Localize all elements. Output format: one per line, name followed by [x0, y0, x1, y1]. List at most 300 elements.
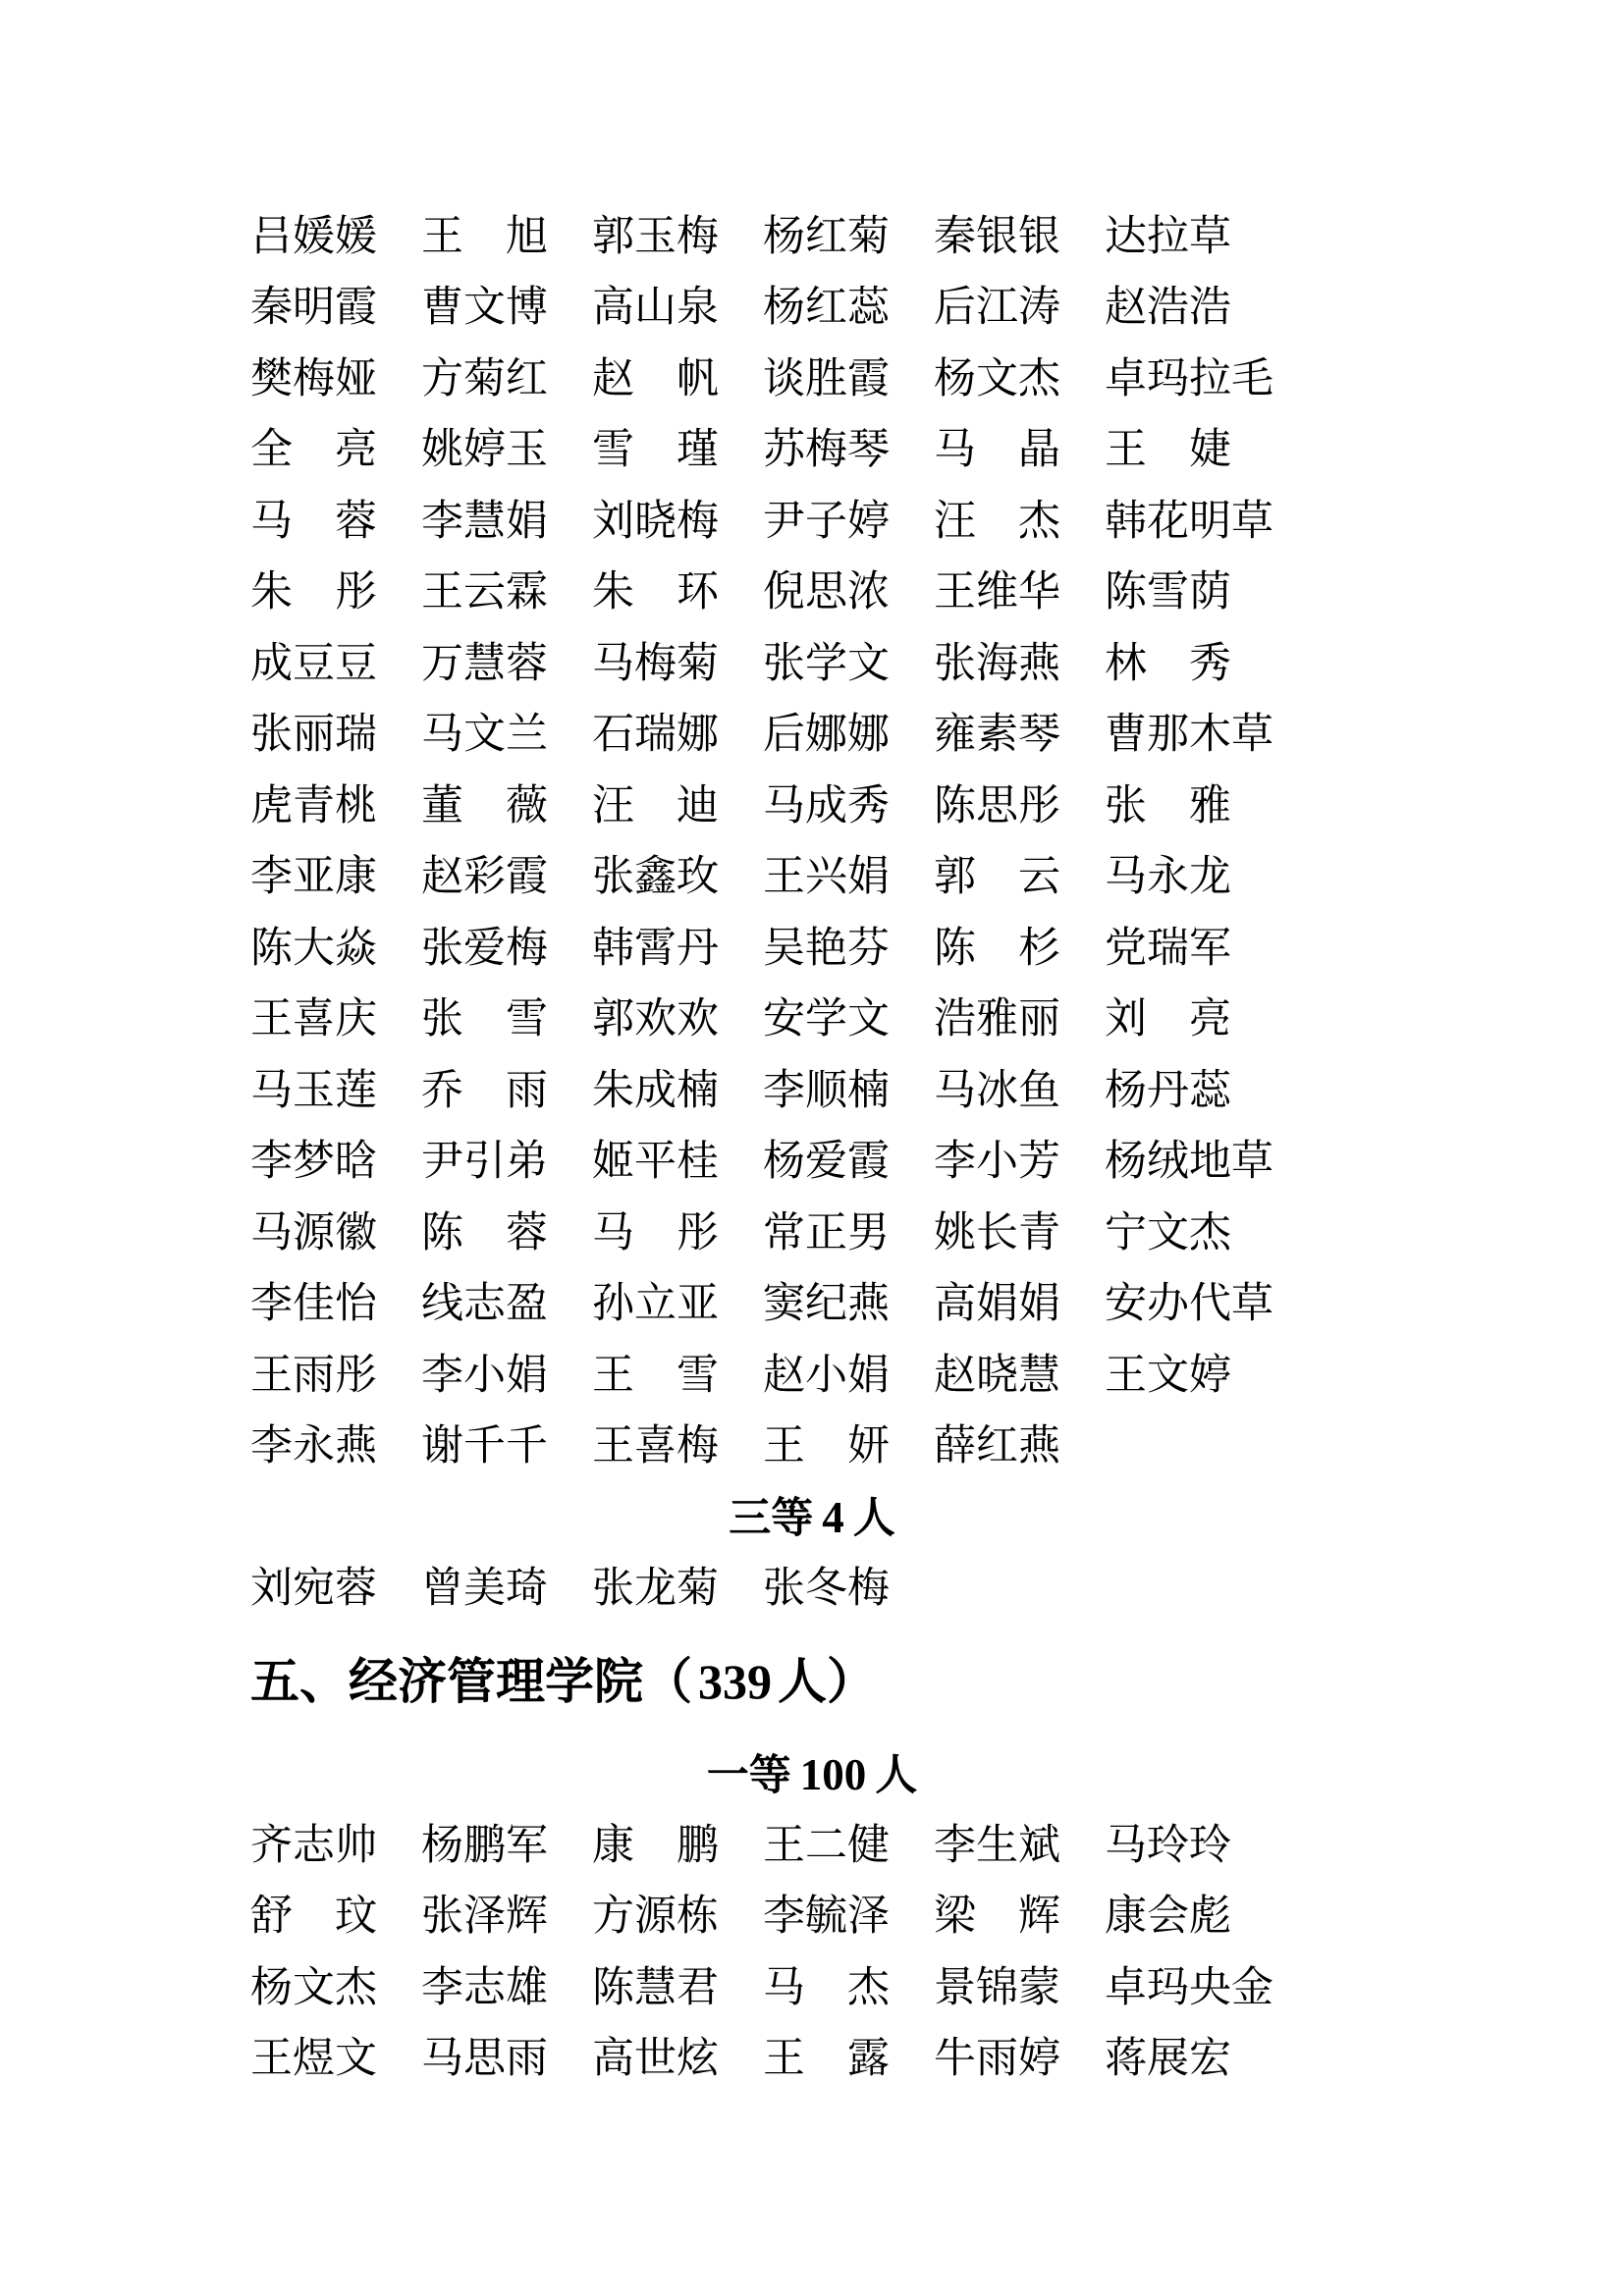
- person-name: 高世炫: [592, 2036, 719, 2083]
- name-cell: [934, 782, 1105, 829]
- person-name: 马 彤: [592, 1209, 719, 1256]
- person-name: 姬平桂: [592, 1139, 719, 1186]
- person-name: 张龙菊: [592, 1566, 719, 1613]
- person-name: 高娟娟: [934, 1281, 1060, 1328]
- person-name: 杨鹏军: [421, 1822, 548, 1869]
- section-heading: [250, 1646, 1374, 1718]
- person-name: 苏梅琴: [763, 427, 890, 474]
- name-cell: [592, 782, 763, 829]
- person-name: 石瑞娜: [592, 712, 719, 759]
- person-name: 李志雄: [421, 1964, 548, 2011]
- person-name: 党瑞军: [1105, 925, 1231, 972]
- content-area: [250, 201, 1374, 2095]
- person-name: 张 雪: [421, 996, 548, 1043]
- name-cell: [763, 1209, 934, 1256]
- person-name: 康会彪: [1105, 1894, 1231, 1941]
- name-cell: [250, 1894, 421, 1941]
- person-name: 赵晓慧: [934, 1352, 1060, 1399]
- name-cell: [1105, 2036, 1275, 2083]
- name-row: [250, 273, 1374, 345]
- second-grade-name-list: [250, 201, 1374, 1482]
- name-row: [250, 486, 1374, 558]
- name-cell: [592, 571, 763, 614]
- name-cell: [934, 1964, 1105, 2011]
- person-name: 卓玛央金: [1105, 1964, 1273, 2011]
- person-name: 李慧娟: [421, 498, 548, 545]
- name-row: [250, 1952, 1374, 2024]
- name-cell: [1105, 640, 1275, 687]
- name-cell: [1105, 285, 1275, 332]
- name-row: [250, 201, 1374, 273]
- person-name: 李小芳: [934, 1139, 1060, 1186]
- name-cell: [934, 2036, 1105, 2083]
- name-cell: [421, 1894, 592, 1941]
- name-cell: [1105, 1822, 1275, 1869]
- name-cell: [592, 355, 763, 402]
- person-name: 李梦晗: [250, 1139, 377, 1186]
- person-name: 吕媛媛: [250, 213, 377, 260]
- person-name: 李顺楠: [763, 1067, 890, 1114]
- name-cell: [421, 498, 592, 545]
- person-name: 王 婕: [1105, 427, 1231, 474]
- person-name: 马玲玲: [1105, 1822, 1231, 1869]
- name-cell: [421, 640, 592, 687]
- name-cell: [250, 355, 421, 402]
- name-cell: [592, 1566, 763, 1613]
- name-cell: [421, 925, 592, 972]
- name-cell: [763, 285, 934, 332]
- person-name: 张海燕: [934, 640, 1060, 687]
- name-cell: [592, 640, 763, 687]
- name-cell: [250, 925, 421, 972]
- person-name: 李毓泽: [763, 1894, 890, 1941]
- name-cell: [421, 1067, 592, 1114]
- person-name: 王喜梅: [592, 1423, 719, 1470]
- name-cell: [934, 1352, 1105, 1399]
- name-cell: [763, 998, 934, 1041]
- person-name: 赵 帆: [592, 355, 719, 402]
- person-name: 杨红菊: [763, 213, 890, 260]
- name-cell: [1105, 854, 1275, 901]
- name-cell: [592, 1964, 763, 2011]
- name-row: [250, 985, 1374, 1056]
- name-cell: [421, 571, 592, 614]
- name-cell: [763, 1281, 934, 1328]
- name-cell: [250, 1281, 421, 1328]
- name-cell: [592, 1139, 763, 1186]
- name-cell: [592, 998, 763, 1041]
- person-name: 郭 云: [934, 854, 1060, 901]
- person-name: 蒋展宏: [1105, 2036, 1231, 2083]
- person-name: 刘 亮: [1105, 996, 1231, 1043]
- person-name: 李生斌: [934, 1822, 1060, 1869]
- name-row: [250, 842, 1374, 914]
- person-name: 尹子婷: [763, 498, 890, 545]
- name-row: [250, 1882, 1374, 1953]
- person-name: 张鑫玫: [592, 854, 719, 901]
- person-name: 马梅菊: [592, 640, 719, 687]
- person-name: 马 晶: [934, 427, 1060, 474]
- name-cell: [1105, 925, 1275, 972]
- person-name: 张泽辉: [421, 1894, 548, 1941]
- person-name: 景锦蒙: [934, 1964, 1060, 2011]
- name-cell: [1105, 998, 1275, 1041]
- person-name: 姚长青: [934, 1209, 1060, 1256]
- name-cell: [592, 427, 763, 474]
- third-grade-heading-unit: 人: [852, 1496, 895, 1542]
- name-cell: [250, 498, 421, 545]
- person-name: 孙立亚: [592, 1281, 719, 1328]
- name-cell: [421, 2036, 592, 2083]
- person-name: 李亚康: [250, 854, 377, 901]
- name-cell: [1105, 712, 1275, 759]
- section-heading-prefix: 五、经济管理学院（: [250, 1654, 692, 1709]
- person-name: 刘宛蓉: [250, 1566, 377, 1613]
- person-name: 陈 蓉: [421, 1209, 548, 1256]
- first-grade-heading-grade: 一等: [706, 1752, 791, 1799]
- person-name: 马 蓉: [250, 498, 377, 545]
- person-name: 李小娟: [421, 1352, 548, 1399]
- name-cell: [250, 285, 421, 332]
- name-cell: [1105, 782, 1275, 829]
- name-cell: [763, 1964, 934, 2011]
- person-name: 曾美琦: [421, 1566, 548, 1613]
- name-cell: [763, 2036, 934, 2083]
- name-cell: [934, 1425, 1105, 1468]
- name-cell: [421, 1822, 592, 1869]
- name-cell: [250, 712, 421, 759]
- person-name: 谈胜霞: [763, 355, 890, 402]
- person-name: 虎青桃: [250, 782, 377, 829]
- person-name: 王 妍: [763, 1423, 890, 1470]
- person-name: 杨文杰: [250, 1964, 377, 2011]
- person-name: 韩花明草: [1105, 498, 1273, 545]
- name-cell: [592, 2036, 763, 2083]
- person-name: 雪 瑾: [592, 427, 719, 474]
- name-cell: [934, 1822, 1105, 1869]
- person-name: 陈慧君: [592, 1964, 719, 2011]
- person-name: 张 雅: [1105, 782, 1231, 829]
- name-cell: [592, 1209, 763, 1256]
- name-cell: [934, 1139, 1105, 1186]
- person-name: 赵彩霞: [421, 854, 548, 901]
- name-cell: [421, 1209, 592, 1256]
- name-cell: [250, 782, 421, 829]
- person-name: 齐志帅: [250, 1822, 377, 1869]
- name-cell: [934, 640, 1105, 687]
- person-name: 雍素琴: [934, 712, 1060, 759]
- person-name: 杨丹蕊: [1105, 1067, 1231, 1114]
- name-cell: [250, 2036, 421, 2083]
- name-cell: [421, 998, 592, 1041]
- name-cell: [763, 213, 934, 260]
- name-row: [250, 2024, 1374, 2096]
- name-row: [250, 1554, 1374, 1626]
- name-cell: [250, 854, 421, 901]
- name-cell: [934, 285, 1105, 332]
- name-cell: [934, 998, 1105, 1041]
- name-cell: [250, 571, 421, 614]
- name-cell: [250, 1352, 421, 1399]
- name-cell: [592, 1281, 763, 1328]
- name-cell: [592, 1425, 763, 1468]
- person-name: 张爱梅: [421, 925, 548, 972]
- name-row: [250, 1412, 1374, 1483]
- name-cell: [592, 854, 763, 901]
- name-cell: [421, 854, 592, 901]
- person-name: 王 露: [763, 2036, 890, 2083]
- name-cell: [592, 213, 763, 260]
- name-cell: [763, 571, 934, 614]
- name-cell: [934, 854, 1105, 901]
- person-name: 乔 雨: [421, 1067, 548, 1114]
- name-cell: [934, 355, 1105, 402]
- person-name: 王 雪: [592, 1352, 719, 1399]
- name-row: [250, 700, 1374, 772]
- name-cell: [421, 712, 592, 759]
- person-name: 马 杰: [763, 1964, 890, 2011]
- name-cell: [763, 1425, 934, 1468]
- person-name: 后娜娜: [763, 712, 890, 759]
- person-name: 达拉草: [1105, 213, 1231, 260]
- name-cell: [1105, 213, 1275, 260]
- person-name: 林 秀: [1105, 640, 1231, 687]
- name-row: [250, 1055, 1374, 1127]
- name-cell: [1105, 1209, 1275, 1256]
- name-cell: [592, 925, 763, 972]
- person-name: 樊梅娅: [250, 355, 377, 402]
- person-name: 后江涛: [934, 285, 1060, 332]
- name-cell: [1105, 1894, 1275, 1941]
- name-row: [250, 913, 1374, 985]
- person-name: 高山泉: [592, 285, 719, 332]
- name-cell: [592, 712, 763, 759]
- person-name: 杨爱霞: [763, 1139, 890, 1186]
- person-name: 赵浩浩: [1105, 285, 1231, 332]
- name-cell: [592, 285, 763, 332]
- name-cell: [763, 1566, 934, 1613]
- person-name: 马文兰: [421, 712, 548, 759]
- person-name: 马永龙: [1105, 854, 1231, 901]
- person-name: 方菊红: [421, 355, 548, 402]
- person-name: 马源徽: [250, 1209, 377, 1256]
- person-name: 窦纪燕: [763, 1281, 890, 1328]
- name-cell: [250, 1067, 421, 1114]
- third-grade-heading-count: 4: [822, 1493, 844, 1542]
- name-cell: [250, 1139, 421, 1186]
- person-name: 朱成楠: [592, 1067, 719, 1114]
- person-name: 张学文: [763, 640, 890, 687]
- person-name: 牛雨婷: [934, 2036, 1060, 2083]
- first-grade-heading: [250, 1739, 1374, 1811]
- person-name: 浩雅丽: [934, 996, 1060, 1043]
- name-cell: [421, 427, 592, 474]
- name-cell: [763, 1894, 934, 1941]
- person-name: 汪 迪: [592, 782, 719, 829]
- person-name: 万慧蓉: [421, 640, 548, 687]
- name-cell: [1105, 1067, 1275, 1114]
- name-cell: [1105, 355, 1275, 402]
- name-cell: [934, 712, 1105, 759]
- name-cell: [1105, 1352, 1275, 1399]
- person-name: 薛红燕: [934, 1423, 1060, 1470]
- person-name: 梁 辉: [934, 1894, 1060, 1941]
- name-cell: [1105, 427, 1275, 474]
- section-heading-count: 339: [698, 1654, 772, 1709]
- person-name: 宁文杰: [1105, 1209, 1231, 1256]
- name-cell: [1105, 1964, 1275, 2011]
- name-cell: [250, 1964, 421, 2011]
- name-row: [250, 1127, 1374, 1199]
- person-name: 王维华: [934, 569, 1060, 616]
- person-name: 吴艳芬: [763, 925, 890, 972]
- name-cell: [763, 640, 934, 687]
- name-cell: [250, 640, 421, 687]
- person-name: 陈 杉: [934, 925, 1060, 972]
- person-name: 线志盈: [421, 1281, 548, 1328]
- person-name: 成豆豆: [250, 640, 377, 687]
- name-cell: [763, 1352, 934, 1399]
- person-name: 康 鹏: [592, 1822, 719, 1869]
- name-cell: [1105, 571, 1275, 614]
- person-name: 秦明霞: [250, 285, 377, 332]
- person-name: 陈思彤: [934, 782, 1060, 829]
- person-name: 马成秀: [763, 782, 890, 829]
- name-cell: [250, 998, 421, 1041]
- name-cell: [421, 213, 592, 260]
- name-cell: [763, 782, 934, 829]
- person-name: 尹引弟: [421, 1139, 548, 1186]
- name-row: [250, 558, 1374, 629]
- name-cell: [421, 355, 592, 402]
- name-cell: [1105, 1139, 1275, 1186]
- name-row: [250, 1269, 1374, 1341]
- person-name: 王文婷: [1105, 1352, 1231, 1399]
- person-name: 王二健: [763, 1822, 890, 1869]
- person-name: 舒 玟: [250, 1894, 377, 1941]
- name-row: [250, 1340, 1374, 1412]
- person-name: 杨绒地草: [1105, 1139, 1273, 1186]
- person-name: 朱 彤: [250, 569, 377, 616]
- name-cell: [250, 1209, 421, 1256]
- person-name: 马玉莲: [250, 1067, 377, 1114]
- third-grade-heading-grade: 三等: [729, 1496, 814, 1542]
- name-cell: [763, 712, 934, 759]
- person-name: 姚婷玉: [421, 427, 548, 474]
- name-row: [250, 1198, 1374, 1269]
- person-name: 全 亮: [250, 427, 377, 474]
- person-name: 安学文: [763, 996, 890, 1043]
- third-grade-heading: [250, 1482, 1374, 1554]
- person-name: 曹文博: [421, 285, 548, 332]
- name-cell: [763, 355, 934, 402]
- name-cell: [934, 1067, 1105, 1114]
- person-name: 王雨彤: [250, 1352, 377, 1399]
- name-cell: [1105, 1281, 1275, 1328]
- first-grade-name-list: [250, 1810, 1374, 2095]
- name-cell: [592, 498, 763, 545]
- name-cell: [250, 1566, 421, 1613]
- name-cell: [421, 1352, 592, 1399]
- name-cell: [934, 925, 1105, 972]
- person-name: 韩霄丹: [592, 925, 719, 972]
- person-name: 赵小娟: [763, 1352, 890, 1399]
- name-cell: [250, 427, 421, 474]
- person-name: 李佳怡: [250, 1281, 377, 1328]
- person-name: 汪 杰: [934, 498, 1060, 545]
- person-name: 朱 环: [592, 569, 719, 616]
- name-cell: [763, 925, 934, 972]
- name-cell: [763, 498, 934, 545]
- section-heading-suffix: 人）: [778, 1654, 876, 1709]
- name-row: [250, 771, 1374, 842]
- person-name: 陈大焱: [250, 925, 377, 972]
- name-row: [250, 344, 1374, 415]
- name-row: [250, 415, 1374, 487]
- person-name: 谢千千: [421, 1423, 548, 1470]
- third-grade-name-list: [250, 1554, 1374, 1626]
- person-name: 张丽瑞: [250, 712, 377, 759]
- person-name: 倪思浓: [763, 569, 890, 616]
- person-name: 王喜庆: [250, 996, 377, 1043]
- name-cell: [1105, 498, 1275, 545]
- person-name: 方源栋: [592, 1894, 719, 1941]
- name-row: [250, 1810, 1374, 1882]
- name-cell: [934, 1209, 1105, 1256]
- name-cell: [421, 782, 592, 829]
- person-name: 陈雪荫: [1105, 569, 1231, 616]
- name-cell: [934, 1894, 1105, 1941]
- name-cell: [592, 1067, 763, 1114]
- person-name: 郭欢欢: [592, 996, 719, 1043]
- name-cell: [763, 1067, 934, 1114]
- person-name: 王煜文: [250, 2036, 377, 2083]
- person-name: 安办代草: [1105, 1281, 1273, 1328]
- person-name: 杨红蕊: [763, 285, 890, 332]
- name-cell: [592, 1822, 763, 1869]
- name-cell: [934, 498, 1105, 545]
- person-name: 马思雨: [421, 2036, 548, 2083]
- person-name: 常正男: [763, 1209, 890, 1256]
- person-name: 郭玉梅: [592, 213, 719, 260]
- first-grade-heading-unit: 人: [875, 1752, 918, 1799]
- name-cell: [763, 854, 934, 901]
- name-cell: [421, 1425, 592, 1468]
- person-name: 马冰鱼: [934, 1067, 1060, 1114]
- person-name: 曹那木草: [1105, 712, 1273, 759]
- name-cell: [592, 1894, 763, 1941]
- person-name: 李永燕: [250, 1423, 377, 1470]
- name-cell: [250, 1425, 421, 1468]
- person-name: 董 薇: [421, 782, 548, 829]
- name-cell: [763, 1822, 934, 1869]
- person-name: 刘晓梅: [592, 498, 719, 545]
- name-cell: [763, 427, 934, 474]
- name-cell: [421, 1566, 592, 1613]
- name-cell: [250, 213, 421, 260]
- name-cell: [421, 285, 592, 332]
- person-name: 王 旭: [421, 213, 548, 260]
- person-name: 王兴娟: [763, 854, 890, 901]
- name-cell: [421, 1964, 592, 2011]
- person-name: 张冬梅: [763, 1566, 890, 1613]
- name-cell: [592, 1352, 763, 1399]
- person-name: 卓玛拉毛: [1105, 355, 1273, 402]
- name-cell: [934, 1281, 1105, 1328]
- name-cell: [934, 427, 1105, 474]
- person-name: 秦银银: [934, 213, 1060, 260]
- person-name: 王云霖: [421, 569, 548, 616]
